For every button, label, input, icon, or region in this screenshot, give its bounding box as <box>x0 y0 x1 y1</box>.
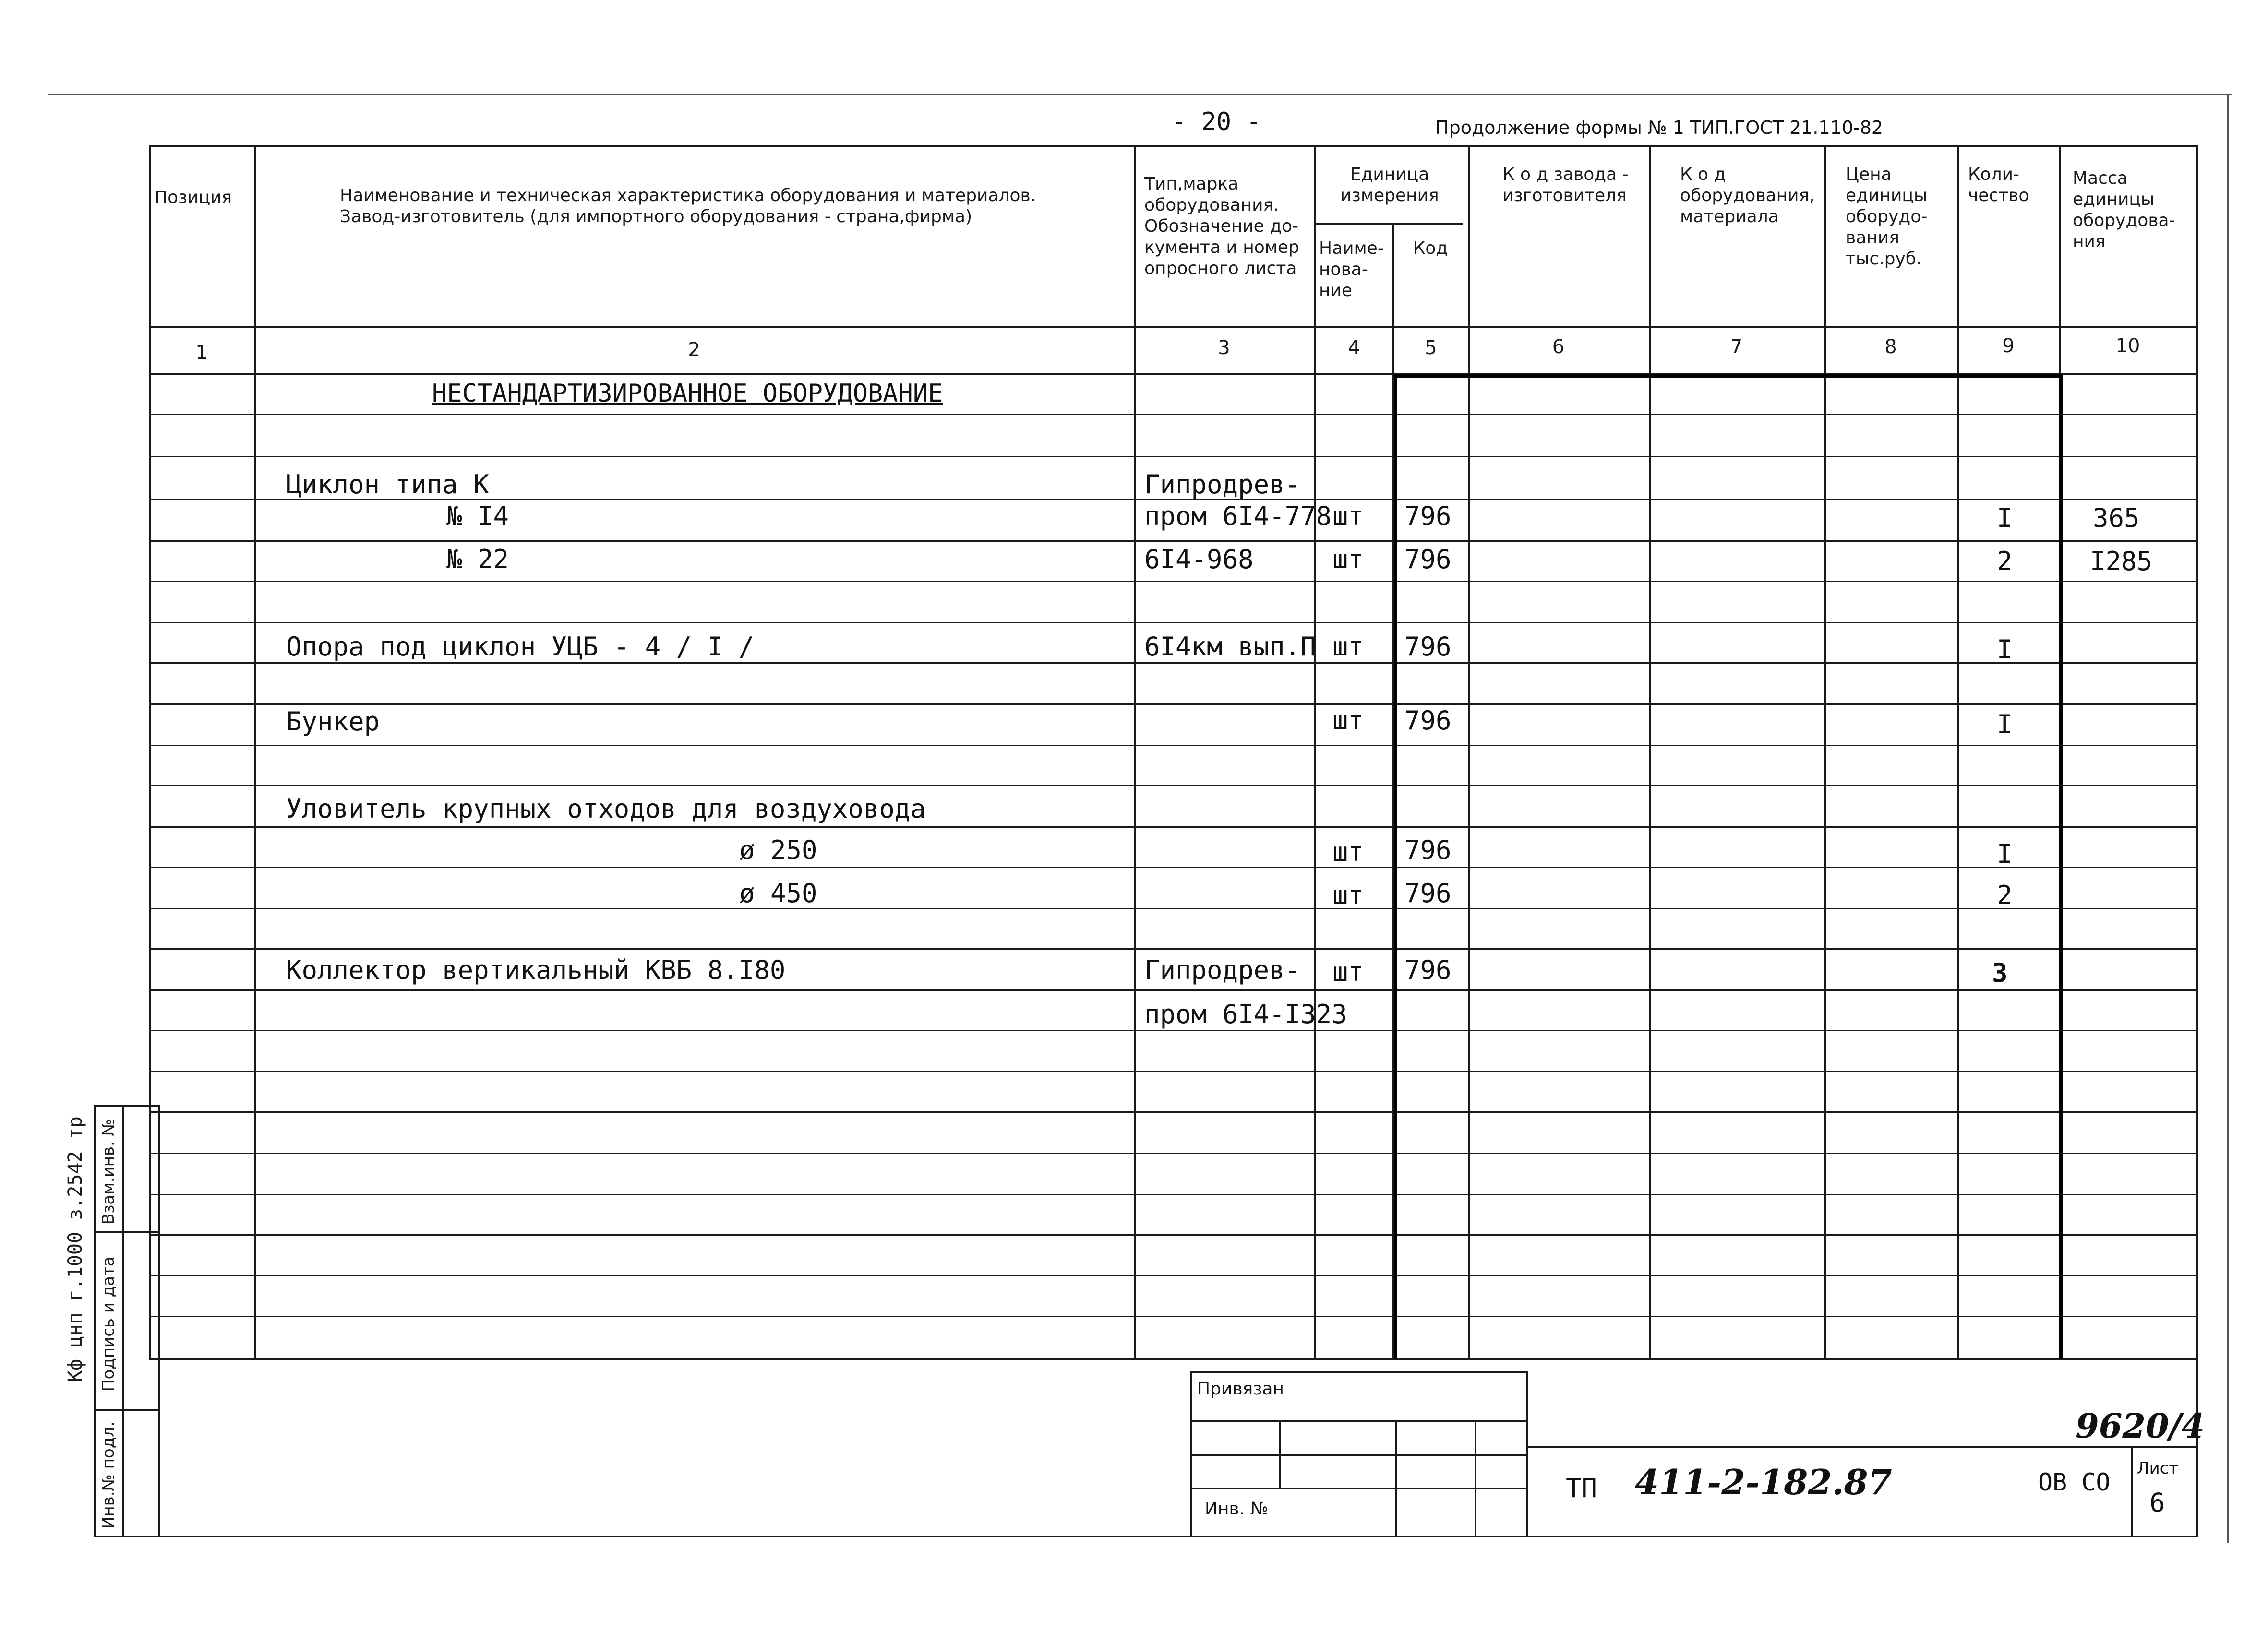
colnum-10: 10 <box>2115 335 2140 357</box>
doc-mark: ОВ СО <box>2038 1468 2111 1496</box>
sheet-label: Лист <box>2137 1459 2179 1478</box>
item-unit: шт <box>1332 880 1364 910</box>
item-name: Бункер <box>286 706 380 737</box>
header-quantity: Коли-чество <box>1968 165 2029 205</box>
header-mass: Масса единицы оборудова-ния <box>2073 168 2175 251</box>
header-position: Позиция <box>155 188 232 207</box>
colnum-9: 9 <box>2002 335 2015 357</box>
item-name: Уловитель крупных отходов для воздуховода <box>286 794 926 824</box>
colnum-4: 4 <box>1348 337 1360 359</box>
header-unit-name: Наиме-нова-ние <box>1319 238 1384 300</box>
item-name: № I4 <box>446 501 509 531</box>
item-mass: 365 <box>2093 503 2140 533</box>
inv-no-label: Инв. № <box>1205 1499 1269 1519</box>
item-mass: I285 <box>2090 546 2153 576</box>
archive-number: 9620/4 <box>2076 1406 2205 1446</box>
colnum-1: 1 <box>195 342 208 364</box>
doc-code: 411-2-182.87 <box>1635 1462 1892 1502</box>
item-qty: 2 <box>1997 880 2013 910</box>
item-code: 796 <box>1404 835 1452 865</box>
item-unit: шт <box>1332 631 1364 662</box>
item-unit: шт <box>1332 837 1364 867</box>
item-type: 6I4-968 <box>1144 544 1254 574</box>
header-type: Тип,марка оборудования. Обозначение до-кумента и номер опросного листа <box>1144 174 1299 278</box>
item-type: 6I4км вып.П <box>1144 631 1316 662</box>
item-name: ø 450 <box>739 878 817 908</box>
header-unit-code: Код <box>1413 238 1448 258</box>
item-type: Гипродрев- <box>1144 955 1301 985</box>
item-type: пром 6I4-778 <box>1144 501 1332 531</box>
item-name: Коллектор вертикальный КВБ 8.I80 <box>286 955 786 985</box>
item-unit: шт <box>1332 957 1364 987</box>
item-qty: I <box>1997 503 2013 533</box>
colnum-7: 7 <box>1730 336 1743 358</box>
form-continuation: Продолжение формы № 1 ТИП.ГОСТ 21.110-82 <box>1435 117 1884 138</box>
item-type: пром 6I4-I323 <box>1144 999 1347 1029</box>
header-equipment-code: К о д оборудования, материала <box>1680 165 1815 226</box>
colnum-5: 5 <box>1425 337 1437 359</box>
item-code: 796 <box>1404 878 1452 908</box>
item-code: 796 <box>1404 544 1452 574</box>
stamp-rotated-note: Кф цнп г.1000 з.2542 тр <box>64 1116 86 1382</box>
item-qty: 2 <box>1997 546 2013 576</box>
item-unit: шт <box>1332 705 1364 736</box>
item-name: Опора под циклон УЦБ - 4 / I / <box>286 631 755 662</box>
item-unit: шт <box>1332 501 1364 531</box>
page-number: - 20 - <box>1171 107 1261 136</box>
colnum-3: 3 <box>1218 337 1230 359</box>
stamp-sign-date: Подпись и дата <box>99 1256 118 1392</box>
item-qty: I <box>1997 709 2013 739</box>
header-factory-code: К о д завода - изготовителя <box>1502 165 1629 205</box>
colnum-6: 6 <box>1552 336 1565 358</box>
item-qty: I <box>1997 839 2013 869</box>
item-name: № 22 <box>446 544 509 574</box>
item-name: ø 250 <box>739 835 817 865</box>
sheet-number: 6 <box>2149 1488 2165 1518</box>
colnum-2: 2 <box>688 339 700 361</box>
section-title: НЕСТАНДАРТИЗИРОВАННОЕ ОБОРУДОВАНИЕ <box>432 379 943 408</box>
privyazan-label: Привязан <box>1197 1379 1284 1399</box>
item-type: Гипродрев- <box>1144 469 1301 500</box>
item-code: 796 <box>1404 631 1452 662</box>
item-code: 796 <box>1404 501 1452 531</box>
item-unit: шт <box>1332 544 1364 574</box>
colnum-8: 8 <box>1884 336 1897 358</box>
stamp-inv-vzam: Взам.инв. № <box>99 1119 118 1225</box>
header-price: Цена единицы оборудо-вания тыс.руб. <box>1846 165 1928 269</box>
header-name: Наименование и техническая характеристика оборудования и материалов. Завод-изготовитель (для импортного оборудования - страна,фирма) <box>340 186 1036 226</box>
stamp-inv-podl: Инв.№ подл. <box>99 1421 118 1529</box>
item-qty: I <box>1997 634 2013 665</box>
item-name: Циклон типа К <box>286 469 489 500</box>
item-code: 796 <box>1404 955 1452 985</box>
item-qty: 3 <box>1992 958 2008 988</box>
item-code: 796 <box>1404 705 1452 736</box>
header-unit-group: Единица измерения <box>1340 165 1439 205</box>
doc-code-prefix: ТП <box>1566 1473 1597 1503</box>
